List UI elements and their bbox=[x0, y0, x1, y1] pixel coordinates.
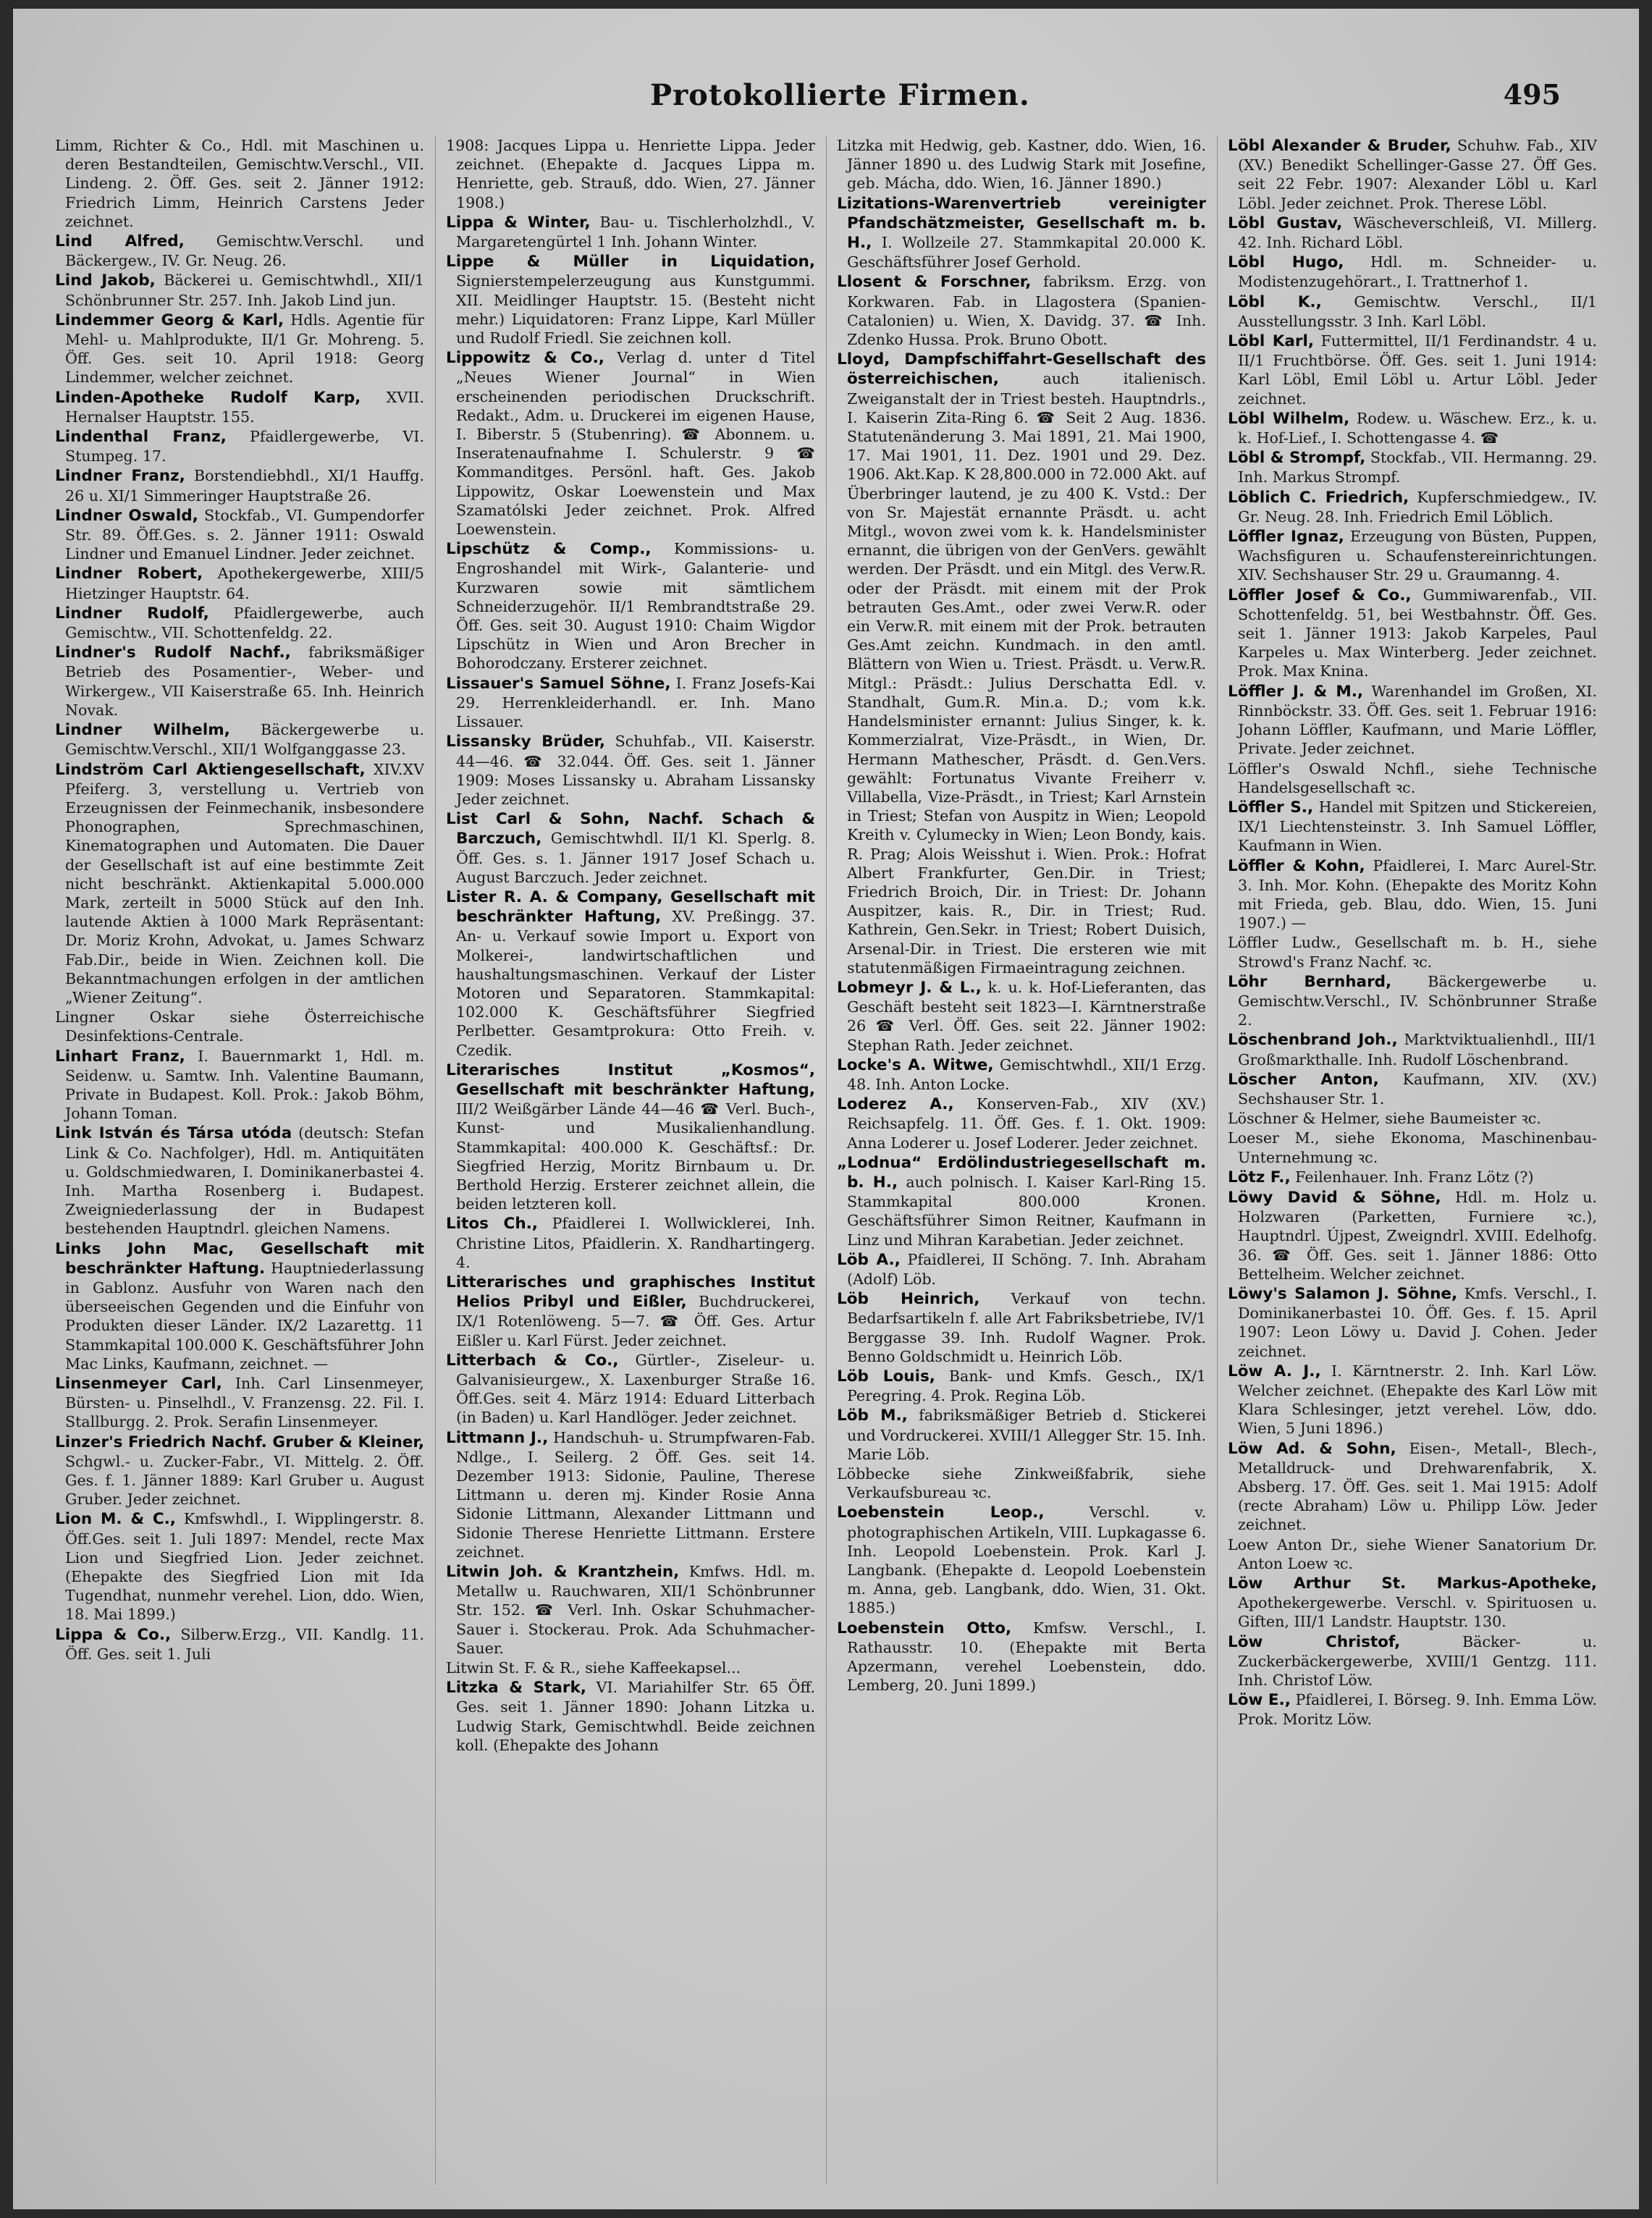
directory-entry bbox=[446, 1658, 815, 1677]
directory-entry bbox=[1228, 409, 1597, 447]
column-divider bbox=[826, 136, 827, 2185]
firm-name: Löb Louis, bbox=[837, 1367, 935, 1386]
firm-name: Litterbach & Co., bbox=[446, 1351, 619, 1370]
firm-name: Llosent & Forschner, bbox=[837, 273, 1032, 292]
entry-text: Apothekergewerbe, XIII/5 Hietzinger Hauptstr. 64. bbox=[65, 565, 424, 602]
firm-name: Löw Ad. & Sohn, bbox=[1228, 1439, 1396, 1458]
directory-entry bbox=[1228, 1168, 1597, 1187]
directory-entry bbox=[1228, 586, 1597, 681]
directory-entry bbox=[1228, 1574, 1597, 1632]
firm-name: List Carl & Sohn, Nachf. Schach & Barczuch, bbox=[446, 810, 815, 848]
directory-entry bbox=[837, 1367, 1206, 1405]
directory-entry bbox=[1228, 1070, 1597, 1108]
directory-entry bbox=[1228, 1362, 1597, 1438]
firm-name: Lind Alfred, bbox=[55, 232, 185, 251]
firm-name: Littmann J., bbox=[446, 1428, 549, 1447]
directory-entry bbox=[55, 136, 424, 231]
directory-entry bbox=[1228, 972, 1597, 1030]
firm-name: Löbl Hugo, bbox=[1228, 253, 1344, 272]
firm-name: Löbl K., bbox=[1228, 292, 1322, 311]
firm-name: Löb Heinrich, bbox=[837, 1290, 980, 1309]
firm-name: Löffler Josef & Co., bbox=[1228, 586, 1412, 604]
directory-entry bbox=[1228, 682, 1597, 759]
entry-text: Bäckerei u. Gemischtwhdl., XII/1 Schönbrunner Str. 257. Inh. Jakob Lind jun. bbox=[65, 271, 424, 309]
firm-name: Lizitations-Warenvertrieb vereinigter Pfandschätzmeister, Gesellschaft m. b. H., bbox=[837, 194, 1206, 253]
firm-name: Lindström Carl Aktiengesellschaft, bbox=[55, 760, 366, 779]
firm-name: Löbl Gustav, bbox=[1228, 214, 1343, 232]
entry-text: Pfaidlerei I. Wollwicklerei, Inh. Christine Litos, Pfaidlerin. X. Randhartingerg. 4. bbox=[456, 1215, 815, 1271]
directory-entry bbox=[446, 809, 815, 887]
firm-name: Lind Jakob, bbox=[55, 271, 156, 290]
directory-entry bbox=[837, 1055, 1206, 1094]
entry-text: Hdl. m. Holz u. Holzwaren (Parketten, Furniere ꝛc.), Hauptndrl. Újpest, Zweigndrl. XVIII. Edelhofg. 36. ☎ Öff. Ges. seit 1. Jänner 1886: Otto Bettelheim. Welcher zeichnet. bbox=[1238, 1188, 1597, 1283]
entry-text: (deutsch: Stefan Link & Co. Nachfolger), Hdl. m. Antiquitäten u. Goldschmiedwaren, I. Dominikanerbastei 4. Inh. Martha Rosenberg i. Budapest. Zweigniederlassung der in Budapest bestehenden Hauptndrl. gleichen Namens. bbox=[65, 1124, 424, 1238]
firm-name: Lipschütz & Comp., bbox=[446, 540, 652, 559]
directory-entry bbox=[55, 1239, 424, 1373]
directory-entry bbox=[55, 1123, 424, 1238]
firm-name: Löb A., bbox=[837, 1250, 901, 1269]
entry-text: Silberw.Erzg., VII. Kandlg. 11. Öff. Ges. seit 1. Juli bbox=[65, 1625, 424, 1663]
entry-text: Kmfswhdl., I. Wipplingerstr. 8. Öff.Ges. seit 1. Juli 1897: Mendel, recte Max Lion und Siegfried Lion. Jeder zeichnet. (Ehepakte des Siegfried Lion mit Ida Tugendhat, nunmehr verehel. Lion, ddo. Wien, 18. Mai 1899.) bbox=[65, 1510, 424, 1624]
directory-entry bbox=[55, 311, 424, 387]
entry-text: Pfaidlergewerbe, auch Gemischtw., VII. Schottenfeldg. 22. bbox=[65, 604, 424, 642]
firm-name: Löbl & Strompf, bbox=[1228, 449, 1366, 468]
entry-text: Bau- u. Tischlerholzhdl., V. Margaretengürtel 1 Inh. Johann Winter. bbox=[456, 213, 815, 251]
entry-text: Bäckergewerbe u. Gemischtw.Verschl., XII/1 Wolfganggasse 23. bbox=[65, 721, 424, 759]
firm-name: Lindemmer Georg & Karl, bbox=[55, 311, 285, 329]
entry-text: Inh. Carl Linsenmeyer, Bürsten- u. Pinselhdl., V. Franzensg. 22. Fil. I. Stallburgg. 2. Prok. Serafin Linsenmeyer. bbox=[65, 1375, 424, 1431]
firm-name: Löwy David & Söhne, bbox=[1228, 1188, 1441, 1207]
directory-entry bbox=[837, 978, 1206, 1055]
directory-entry bbox=[837, 1503, 1206, 1617]
directory-entry bbox=[837, 1153, 1206, 1249]
page-number: 495 bbox=[1503, 78, 1561, 111]
entry-text: Löschner & Helmer, siehe Baumeister ꝛc. bbox=[1228, 1110, 1541, 1128]
entry-text: fabriksmäßiger Betrieb des Posamentier-, Weber- und Wirkergew., VII Kaiserstraße 65. Inh. Heinrich Novak. bbox=[65, 644, 424, 719]
directory-entry bbox=[1228, 1129, 1597, 1166]
directory-entry bbox=[55, 466, 424, 505]
firm-name: Lötz F., bbox=[1228, 1168, 1291, 1186]
firm-name: Lippowitz & Co., bbox=[446, 349, 604, 368]
firm-name: Lippa & Winter, bbox=[446, 213, 591, 232]
entry-text: Hdls. Agentie für Mehl- u. Mahlprodukte, II/1 Gr. Mohreng. 5. Öff. Ges. seit 10. April 1918: Georg Lindemmer, welcher zeichnet. bbox=[65, 311, 424, 387]
directory-entry bbox=[1228, 1284, 1597, 1361]
column-4 bbox=[1228, 136, 1597, 2185]
entry-text: I. Kärntnerstr. 2. Inh. Karl Löw. Welcher zeichnet. (Ehepakte des Karl Löw mit Klara Schlesinger, jetzt verehel. Löw, ddo. Wien, 5 Juni 1896.) bbox=[1238, 1362, 1597, 1438]
firm-name: Löbl Karl, bbox=[1228, 332, 1315, 351]
entry-text: Hauptniederlassung in Gablonz. Ausfuhr von Waren nach den überseeischen Gegenden und die Einfuhr von Produkten dieser Länder. IX/2 Lazarettg. 11 Stammkapital 100.000 K. Geschäftsführer John Mac Links, Kaufmann, zeichnet. — bbox=[65, 1259, 424, 1372]
firm-name: Lindner Oswald, bbox=[55, 506, 198, 525]
entry-text: XV. Preßingg. 37. An- u. Verkauf sowie Import u. Export von Molkerei-, landwirtschaftlichen und haushaltungsmaschinen. Verkauf der Lister Motoren und Separatoren. Stammkapital: 102.000 K. Geschäftsführer Siegfried Perlbetter. Gesamtprokura: Otto Freih. v. Czedik. bbox=[456, 908, 815, 1059]
column-divider bbox=[435, 136, 436, 2185]
firm-name: Linzer's Friedrich Nachf. Gruber & Kleiner, bbox=[55, 1433, 424, 1451]
directory-entry bbox=[1228, 136, 1597, 213]
firm-name: Literarisches Institut „Kosmos“, Gesellschaft mit beschränkter Haftung, bbox=[446, 1060, 815, 1099]
directory-entry bbox=[1228, 1535, 1597, 1573]
directory-entry bbox=[446, 1562, 815, 1658]
firm-name: Löbl Alexander & Bruder, bbox=[1228, 137, 1451, 155]
directory-entry bbox=[837, 350, 1206, 977]
entry-text: I. Bauernmarkt 1, Hdl. m. Seidenw. u. Samtw. Inh. Valentine Baumann, Private in Budapest. Koll. Prok.: Jakob Böhm, Johann Toman. bbox=[65, 1047, 424, 1123]
firm-name: Löw A. J., bbox=[1228, 1362, 1321, 1380]
directory-entry bbox=[446, 213, 815, 251]
directory-entry bbox=[446, 1273, 815, 1350]
entry-text: Loeser M., siehe Ekonoma, Maschinenbau-Unternehmung ꝛc. bbox=[1228, 1129, 1597, 1166]
directory-entry bbox=[1228, 1690, 1597, 1729]
entry-text: Buchdruckerei, IX/1 Rotenlöweng. 5—7. ☎ Öff. Ges. Artur Eißler u. Karl Fürst. Jeder zeichnet. bbox=[456, 1293, 815, 1349]
entry-columns bbox=[55, 136, 1611, 2185]
column-divider bbox=[1217, 136, 1218, 2185]
entry-text: Löbbecke siehe Zinkweißfabrik, siehe Verkaufsbureau ꝛc. bbox=[837, 1465, 1206, 1502]
directory-entry bbox=[1228, 1439, 1597, 1535]
firm-name: Loebenstein Otto, bbox=[837, 1619, 1012, 1637]
directory-entry bbox=[1228, 332, 1597, 408]
directory-entry bbox=[55, 1433, 424, 1509]
entry-text: Handel mit Spitzen und Stickereien, IX/1 Liechtensteinstr. 3. Inh Samuel Löffler, Kaufmann in Wien. bbox=[1238, 798, 1597, 855]
entry-text: auch italienisch. Zweiganstalt der in Triest besteh. Hauptndrls., I. Kaiserin Zita-Ring 6. ☎ Seit 2 Aug. 1836. Statutenänderung 3. Mai 1891, 21. Mai 1900, 17. Mai 1901, 11. Dez. 1901 und 29. Dez. 1906. Akt.Kap. K 28,800.000 in 72.000 Akt. auf Überbringer lautend, je zu 400 K. Vstd.: Der von Sr. Majestät ernannte Präsdt. u. acht Mitgl., wovon zwei vom k. k. Handelsminister ernannt, die übrigen von der GenVers. gewählt werden. Der Präsdt. und ein Mitgl. des Verw.R. oder der Präsdt. mit einem mit der Prok betrauten Ges.Amt., oder zwei Verw.R. oder ein Verw.R. mit einem mit der Prok. betrauten Ges.Amt zeichn. Kundmach. in den amtl. Blättern von Wien u. Triest. Präsdt. u. Verw.R. Mitgl.: Präsdt.: Julius Derschatta Edl. v. Standhalt, Gum.R. Min.a. D.; vom k.k. Handelsminister ernannt: Julius Singer, k. k. Kommerzialrat, Vize-Präsdt., in Wien, Dr. Hermann Mathescher, Präsdt. d. Gen.Vers. gewählt: Fortunatus Vivante Freiherr v. Villabella, Vize-Präsdt., in Triest; Karl Arnstein in Triest; Stefan von Auspitz in Wien; Leopold Kreith v. Cylumecky in Wien; Leon Bondy, kais. R. Prag; Alois Weisshut i. Wien. Prok.: Hofrat Albert Frankfurter, Gen.Dir. in Triest; Friedrich Broich, Dir. in Triest: Dr. Johann Auspitzer, kais. R., Dir. in Triest; Rud. Kathrein, Gen.Sekr. in Triest; Robert Duisich, Arsenal-Dir. in Triest. Die ersteren wie mit statutenmäßigen Firmaeintragung zeichnen. bbox=[847, 370, 1206, 977]
firm-name: Löwy's Salamon J. Söhne, bbox=[1228, 1284, 1458, 1303]
firm-name: Lindner Rudolf, bbox=[55, 604, 209, 623]
entry-text: k. u. k. Hof-Lieferanten, das Geschäft besteht seit 1823—I. Kärntnerstraße 26 ☎ Verl. Öff. Ges. seit 22. Jänner 1902: Stephan Rath. Jeder zeichnet. bbox=[847, 978, 1206, 1054]
entry-text: Gummiwarenfab., VII. Schottenfeldg. 51, bei Westbahnstr. Öff. Ges. seit 1. Jänner 1913: Jakob Karpeles, Paul Karpeles u. Max Winterberg. Jeder zeichnet. Prok. Max Knina. bbox=[1238, 586, 1597, 680]
entry-text: Pfaidlergewerbe, VI. Stumpeg. 17. bbox=[65, 428, 424, 465]
entry-text: Gemischtw. Verschl., II/1 Ausstellungsstr. 3 Inh. Karl Löbl. bbox=[1238, 292, 1597, 330]
directory-entry bbox=[55, 1008, 424, 1045]
entry-text: Kommissions- u. Engroshandel mit Wirk-, Galanterie- und Kurzwaren sowie mit sämtlichem Schneiderzugehör. II/1 Rembrandtstraße 29. Öff. Ges. seit 30. August 1910: Chaim Wigdor Lipschütz in Wien und Aron Brecher in Bohorodczany. Ersterer zeichnet. bbox=[456, 540, 815, 672]
firm-name: Lister R. A. & Company, Gesellschaft mit beschränkter Haftung, bbox=[446, 887, 815, 927]
directory-entry bbox=[446, 1428, 815, 1561]
entry-text: Futtermittel, II/1 Ferdinandstr. 4 u. II/1 Fruchtbörse. Öff. Ges. seit 1. Juni 1914: Karl Löbl, Emil Löbl u. Artur Löbl. Jeder zeichnet. bbox=[1238, 332, 1597, 408]
directory-entry bbox=[446, 887, 815, 1060]
directory-entry bbox=[1228, 448, 1597, 486]
directory-entry bbox=[837, 136, 1206, 193]
entry-text: Bäckergewerbe u. Gemischtw.Verschl., IV. Schönbrunner Straße 2. bbox=[1238, 972, 1597, 1029]
directory-entry bbox=[837, 1250, 1206, 1289]
entry-text: Signierstempelerzeugung aus Kunstgummi. XII. Meidlinger Hauptstr. 15. (Besteht nicht mehr.) Liquidatoren: Franz Lippe, Karl Müller und Rudolf Friedl. Sie zeichnen koll. bbox=[456, 272, 815, 347]
entry-text: Pfaidlerei, I. Börseg. 9. Inh. Emma Löw. Prok. Moritz Löw. bbox=[1238, 1691, 1597, 1729]
entry-text: fabriksm. Erzg. von Korkwaren. Fab. in Llagostera (Spanien-Catalonien) u. Wien, X. Davidg. 37. ☎ Inh. Zdenko Hussa. Prok. Bruno Obott. bbox=[847, 273, 1206, 349]
directory-entry bbox=[55, 760, 424, 1008]
firm-name: Lion M. & C., bbox=[55, 1510, 176, 1529]
directory-entry bbox=[837, 1619, 1206, 1695]
entry-text: Gemischtwhdl., XII/1 Erzg. 48. Inh. Anton Locke. bbox=[847, 1055, 1206, 1093]
firm-name: Lindner Robert, bbox=[55, 565, 203, 583]
directory-entry bbox=[55, 1374, 424, 1432]
directory-entry bbox=[55, 388, 424, 426]
entry-text: fabriksmäßiger Betrieb d. Stickerei und Vordruckerei. XVIII/1 Allegger Str. 15. Inh. Marie Löb. bbox=[847, 1407, 1206, 1463]
directory-entry bbox=[1228, 1632, 1597, 1690]
entry-text: I. Wollzeile 27. Stammkapital 20.000 K. Geschäftsführer Josef Gerhold. bbox=[847, 234, 1206, 271]
firm-name: Löw Christof, bbox=[1228, 1632, 1401, 1651]
entry-text: Kmfs. Verschl., I. Dominikanerbastei 10. Öff. Ges. f. 15. April 1907: Leon Löwy u. David J. Cohen. Jeder zeichnet. bbox=[1238, 1284, 1597, 1360]
directory-entry bbox=[55, 564, 424, 602]
directory-entry bbox=[446, 348, 815, 539]
entry-text: Loew Anton Dr., siehe Wiener Sanatorium Dr. Anton Loew ꝛc. bbox=[1228, 1535, 1597, 1572]
directory-entry bbox=[55, 1047, 424, 1123]
firm-name: Lindner's Rudolf Nachf., bbox=[55, 644, 291, 662]
entry-text: Schuhfab., VII. Kaiserstr. 44—46. ☎ 32.044. Öff. Ges. seit 1. Jänner 1909: Moses Lissansky u. Abraham Lissansky Jeder zeichnet. bbox=[456, 733, 815, 808]
running-head: Protokollierte Firmen. bbox=[650, 78, 1030, 112]
directory-entry bbox=[1228, 292, 1597, 331]
directory-entry bbox=[446, 252, 815, 347]
firm-name: Löscher Anton, bbox=[1228, 1070, 1379, 1089]
directory-entry bbox=[55, 427, 424, 465]
page-header bbox=[13, 78, 1639, 129]
firm-name: Litos Ch., bbox=[446, 1215, 538, 1234]
firm-name: Links John Mac, Gesellschaft mit beschränkter Haftung. bbox=[55, 1239, 424, 1278]
entry-text: Verschl. v. photographischen Artikeln, VIII. Lupkagasse 6. Inh. Leopold Loebenstein. Prok. Karl J. Langbank. (Ehepakte d. Leopold Loebenstein m. Anna, geb. Langbank, ddo. Wien, 31. Okt. 1885.) bbox=[847, 1504, 1206, 1617]
entry-text: Konserven-Fab., XIV (XV.) Reichsapfelg. 11. Öff. Ges. f. 1. Okt. 1909: Anna Loderer u. Josef Loderer. Jeder zeichnet. bbox=[847, 1095, 1206, 1152]
column-3 bbox=[837, 136, 1206, 2185]
directory-entry bbox=[837, 1406, 1206, 1464]
column-2 bbox=[446, 136, 815, 2185]
directory-entry bbox=[837, 1464, 1206, 1502]
firm-name: Litwin Joh. & Krantzhein, bbox=[446, 1563, 680, 1582]
firm-name: Lobmeyr J. & L., bbox=[837, 978, 982, 997]
entry-text: Gemischtw.Verschl. und Bäckergew., IV. Gr. Neug. 26. bbox=[65, 232, 424, 270]
firm-name: Löffler S., bbox=[1228, 798, 1314, 817]
entry-text: I. Franz Josefs-Kai 29. Herrenkleiderhandl. er. Inh. Mano Lissauer. bbox=[456, 674, 815, 731]
entry-text: Kmfws. Hdl. m. Metallw u. Rauchwaren, XII/1 Schönbrunner Str. 152. ☎ Verl. Inh. Oskar Schuhmacher-Sauer i. Stockerau. Prok. Ada Schuhmacher-Sauer. bbox=[456, 1563, 815, 1657]
directory-entry bbox=[1228, 759, 1597, 797]
directory-entry bbox=[837, 1095, 1206, 1152]
directory-entry bbox=[446, 1214, 815, 1272]
entry-text: XIV.XV Pfeiferg. 3, verstellung u. Vertrieb von Erzeugnissen der Feinmechanik, insbesondere Phonographen, Sprechmaschinen, Kinematographen und Automaten. Die Dauer der Gesellschaft ist auf eine bestimmte Zeit nicht beschränkt. Aktienkapital 5.000.000 Mark, zerteilt in 5000 Stück auf den Inh. lautende Aktien à 1000 Mark Repräsentant: Dr. Moriz Krohn, Advokat, u. James Schwarz Fab.Dir., beide in Wien. Zeichnen koll. Die Bekanntmachungen erfolgen in der amtlichen „Wiener Zeitung“. bbox=[65, 760, 424, 1006]
firm-name: Löschenbrand Joh., bbox=[1228, 1031, 1398, 1050]
firm-name: Linsenmeyer Carl, bbox=[55, 1375, 222, 1393]
directory-entry bbox=[1228, 1030, 1597, 1068]
directory-entry bbox=[1228, 933, 1597, 971]
entry-text: Löffler's Oswald Nchfl., siehe Technische Handelsgesellschaft ꝛc. bbox=[1228, 759, 1597, 796]
firm-name: Loderez A., bbox=[837, 1095, 954, 1114]
entry-text: Feilenhauer. Inh. Franz Lötz (?) bbox=[1290, 1168, 1534, 1186]
directory-entry bbox=[446, 1351, 815, 1428]
directory-entry bbox=[55, 506, 424, 564]
entry-text: Wäscheverschleiß, VI. Millerg. 42. Inh. Richard Löbl. bbox=[1238, 214, 1597, 252]
directory-entry bbox=[55, 271, 424, 309]
entry-text: Warenhandel im Großen, XI. Rinnböckstr. 33. Öff. Ges. seit 1. Februar 1916: Johann Löffler, Kaufmann, und Marie Löffler, Private. Jeder zeichnet. bbox=[1238, 682, 1597, 758]
directory-entry bbox=[55, 720, 424, 759]
firm-name: Lindenthal Franz, bbox=[55, 428, 227, 447]
entry-text: Marktviktualienhdl., III/1 Großmarkthalle. Inh. Rudolf Löschenbrand. bbox=[1238, 1031, 1597, 1068]
firm-name: Lissauer's Samuel Söhne, bbox=[446, 674, 671, 693]
directory-entry bbox=[446, 732, 815, 809]
firm-name: Lippa & Co., bbox=[55, 1625, 172, 1644]
entry-text: Stockfab., VII. Hermanng. 29. Inh. Markus Strompf. bbox=[1238, 449, 1597, 486]
entry-text: Lingner Oskar siehe Österreichische Desinfektions-Centrale. bbox=[55, 1008, 424, 1045]
firm-name: Litterarisches und graphisches Institut Helios Pribyl und Eißler, bbox=[446, 1273, 815, 1312]
firm-name: Lindner Wilhelm, bbox=[55, 721, 230, 740]
entry-text: XVII. Hernalser Hauptstr. 155. bbox=[65, 388, 424, 426]
directory-entry bbox=[1228, 856, 1597, 933]
directory-entry bbox=[837, 194, 1206, 272]
firm-name: Löb M., bbox=[837, 1407, 908, 1425]
entry-text: 1908: Jacques Lippa u. Henriette Lippa. Jeder zeichnet. (Ehepakte d. Jacques Lippa m. Henriette, geb. Strauß, ddo. Wien, 27. Jänner 1908.) bbox=[446, 137, 815, 211]
directory-entry bbox=[446, 1060, 815, 1214]
firm-name: „Lodnua“ Erdölindustriegesellschaft m. b. H., bbox=[837, 1153, 1206, 1192]
firm-name: Loebenstein Leop., bbox=[837, 1504, 1045, 1522]
entry-text: Stockfab., VI. Gumpendorfer Str. 89. Öff.Ges. s. 2. Jänner 1911: Oswald Lindner und Emanuel Lindner. Jeder zeichnet. bbox=[65, 506, 424, 563]
firm-name: Lloyd, Dampfschiffahrt-Gesellschaft des österreichischen, bbox=[837, 350, 1206, 389]
column-1 bbox=[55, 136, 424, 2185]
directory-page bbox=[13, 9, 1639, 2209]
entry-text: Kupferschmiedgew., IV. Gr. Neug. 28. Inh. Friedrich Emil Löblich. bbox=[1238, 488, 1597, 526]
entry-text: VI. Mariahilfer Str. 65 Öff. Ges. seit 1. Jänner 1890: Johann Litzka u. Ludwig Stark, Gemischtwhdl. Beide zeichnen koll. (Ehepakte des Johann bbox=[456, 1679, 815, 1754]
directory-entry bbox=[446, 674, 815, 732]
directory-entry bbox=[55, 604, 424, 642]
entry-text: Apothekergewerbe. Verschl. v. Spirituosen u. Giften, III/1 Landstr. Hauptstr. 130. bbox=[1238, 1594, 1597, 1631]
firm-name: Linhart Franz, bbox=[55, 1047, 185, 1066]
firm-name: Löffler & Kohn, bbox=[1228, 856, 1365, 875]
entry-text: Limm, Richter & Co., Hdl. mit Maschinen u. deren Bestandteilen, Gemischtw.Verschl., VII. Lindeng. 2. Öff. Ges. seit 2. Jänner 1912: Friedrich Limm, Heinrich Carstens Jeder zeichnet. bbox=[55, 137, 424, 230]
firm-name: Löffler Ignaz, bbox=[1228, 528, 1344, 547]
entry-text: Schuhw. Fab., XIV (XV.) Benedikt Schellinger-Gasse 27. Öff Ges. seit 22 Febr. 1907: Alexander Löbl u. Karl Löbl. Jeder zeichnet. Prok. Therese Löbl. bbox=[1238, 137, 1597, 212]
directory-entry bbox=[55, 1625, 424, 1664]
entry-text: Verlag d. unter d Titel „Neues Wiener Journal“ in Wien erscheinenden periodischen Druckschrift. Redakt., Adm. u. Druckerei im eigenen Hause, I. Biberstr. 5 (Stubenring). ☎ Abonnem. u. Inseratenaufnahme I. Schulerstr. 9 ☎ Kommanditges. Persönl. haft. Ges. Jakob Lippowitz, Oskar Loewenstein und Max Szamatólski Jeder zeichnet. Prok. Alfred Loewenstein. bbox=[456, 349, 815, 539]
directory-entry bbox=[55, 643, 424, 720]
directory-entry bbox=[55, 232, 424, 270]
entry-text: Pfaidlerei, I. Marc Aurel-Str. 3. Inh. Mor. Kohn. (Ehepakte des Moritz Kohn mit Frieda, geb. Blau, ddo. Wien, 15. Juni 1907.) — bbox=[1238, 856, 1597, 932]
entry-text: Bank- und Kmfs. Gesch., IX/1 Peregring. 4. Prok. Regina Löb. bbox=[847, 1367, 1206, 1405]
entry-text: Borstendiebhdl., XI/1 Hauffg. 26 u. XI/1 Simmeringer Hauptstraße 26. bbox=[65, 467, 424, 505]
directory-entry bbox=[1228, 1109, 1597, 1128]
entry-text: Rodew. u. Wäschew. Erz., k. u. k. Hof-Lief., I. Schottengasse 4. ☎ bbox=[1238, 409, 1597, 447]
directory-entry bbox=[837, 272, 1206, 349]
entry-text: Kaufmann, XIV. (XV.) Sechshauser Str. 1. bbox=[1238, 1070, 1597, 1108]
entry-text: Verkauf von techn. Bedarfsartikeln f. alle Art Fabriksbetriebe, IV/1 Berggasse 39. Inh. Rudolf Wagner. Prok. Benno Goldschmidt u. Heinrich Löb. bbox=[847, 1290, 1206, 1365]
firm-name: Lindner Franz, bbox=[55, 467, 185, 486]
firm-name: Löw E., bbox=[1228, 1691, 1291, 1710]
firm-name: Löbl Wilhelm, bbox=[1228, 409, 1350, 428]
directory-entry bbox=[446, 539, 815, 672]
directory-entry bbox=[1228, 214, 1597, 252]
firm-name: Litzka & Stark, bbox=[446, 1679, 586, 1698]
entry-text: Gürtler-, Ziseleur- u. Galvanisieurgew., X. Laxenburger Straße 16. Öff.Ges. seit 4. März 1914: Eduard Litterbach (in Baden) u. Karl Handlöger. Jeder zeichnet. bbox=[456, 1351, 815, 1427]
firm-name: Linden-Apotheke Rudolf Karp, bbox=[55, 388, 361, 407]
firm-name: Löffler J. & M., bbox=[1228, 682, 1364, 701]
entry-text: Löffler Ludw., Gesellschaft m. b. H., siehe Strowd's Franz Nachf. ꝛc. bbox=[1228, 934, 1597, 971]
entry-text: Bäcker- u. Zuckerbäckergewerbe, XVIII/1 Gentzg. 111. Inh. Christof Löw. bbox=[1238, 1632, 1597, 1690]
firm-name: Locke's A. Witwe, bbox=[837, 1055, 994, 1074]
entry-text: Pfaidlerei, II Schöng. 7. Inh. Abraham (Adolf) Löb. bbox=[847, 1250, 1206, 1288]
directory-entry bbox=[837, 1289, 1206, 1366]
entry-text: Handschuh- u. Strumpfwaren-Fab. Ndlge., I. Seilerg. 2 Öff. Ges. seit 14. Dezember 1913: Sidonie, Pauline, Therese Littmann u. deren mj. Kinder Rosie Anna Sidonie Littmann, Alexander Littmann und Sidonie Therese Henriette Littmann. Erstere zeichnet. bbox=[456, 1428, 815, 1561]
directory-entry bbox=[55, 1509, 424, 1624]
entry-text: auch polnisch. I. Kaiser Karl-Ring 15. Stammkapital 800.000 Kronen. Geschäftsführer Simon Reitner, Kaufmann in Linz und Mihran Karabetian. Jeder zeichnet. bbox=[847, 1173, 1206, 1249]
firm-name: Löw Arthur St. Markus-Apotheke, bbox=[1228, 1574, 1597, 1593]
entry-text: III/2 Weißgärber Lände 44—46 ☎ Verl. Buch-, Kunst- und Musikalienhandlung. Stammkapital: 400.000 K. Geschäftsf.: Dr. Siegfried Herzig, Moritz Birnbaum u. Dr. Berthold Herzig. Ersterer zeichnet allein, die beiden letzteren koll. bbox=[456, 1100, 815, 1213]
directory-entry bbox=[1228, 798, 1597, 856]
directory-entry bbox=[1228, 488, 1597, 526]
firm-name: Lippe & Müller in Liquidation, bbox=[446, 253, 815, 271]
entry-text: Eisen-, Metall-, Blech-, Metalldruck- und Drehwarenfabrik, X. Absberg. 17. Öff. Ges. seit 1. Mai 1915: Adolf (recte Abraham) Löw u. Philipp Löw. Jeder zeichnet. bbox=[1238, 1439, 1597, 1534]
firm-name: Löblich C. Friedrich, bbox=[1228, 488, 1409, 507]
entry-text: Gemischtwhdl. II/1 Kl. Sperlg. 8. Öff. Ges. s. 1. Jänner 1917 Josef Schach u. August Barczuch. Jeder zeichnet. bbox=[456, 830, 815, 886]
directory-entry bbox=[1228, 1188, 1597, 1283]
entry-text: Hdl. m. Schneider- u. Modistenzugehörart., I. Trattnerhof 1. bbox=[1238, 253, 1597, 291]
directory-entry bbox=[446, 1678, 815, 1755]
directory-entry bbox=[446, 136, 815, 212]
entry-text: Litwin St. F. & R., siehe Kaffeekapsel... bbox=[446, 1659, 741, 1677]
entry-text: Litzka mit Hedwig, geb. Kastner, ddo. Wien, 16. Jänner 1890 u. des Ludwig Stark mit Josefine, geb. Mácha, ddo. Wien, 16. Jänner 1890.) bbox=[837, 137, 1206, 193]
directory-entry bbox=[1228, 527, 1597, 585]
firm-name: Lissansky Brüder, bbox=[446, 733, 606, 751]
firm-name: Löhr Bernhard, bbox=[1228, 972, 1392, 991]
entry-text: Erzeugung von Büsten, Puppen, Wachsfiguren u. Schaufenstereinrichtungen. XIV. Sechshauser Str. 29 u. Graumanng. 4. bbox=[1238, 528, 1597, 584]
entry-text: Schgwl.- u. Zucker-Fabr., VI. Mittelg. 2. Öff. Ges. f. 1. Jänner 1889: Karl Gruber u. August Gruber. Jeder zeichnet. bbox=[65, 1452, 424, 1509]
entry-text: Kmfsw. Verschl., I. Rathausstr. 10. (Ehepakte mit Berta Apzermann, verehel Loebenstein, ddo. Lemberg, 20. Juni 1899.) bbox=[847, 1619, 1206, 1695]
firm-name: Link István és Társa utóda bbox=[55, 1124, 292, 1143]
directory-entry bbox=[1228, 253, 1597, 291]
